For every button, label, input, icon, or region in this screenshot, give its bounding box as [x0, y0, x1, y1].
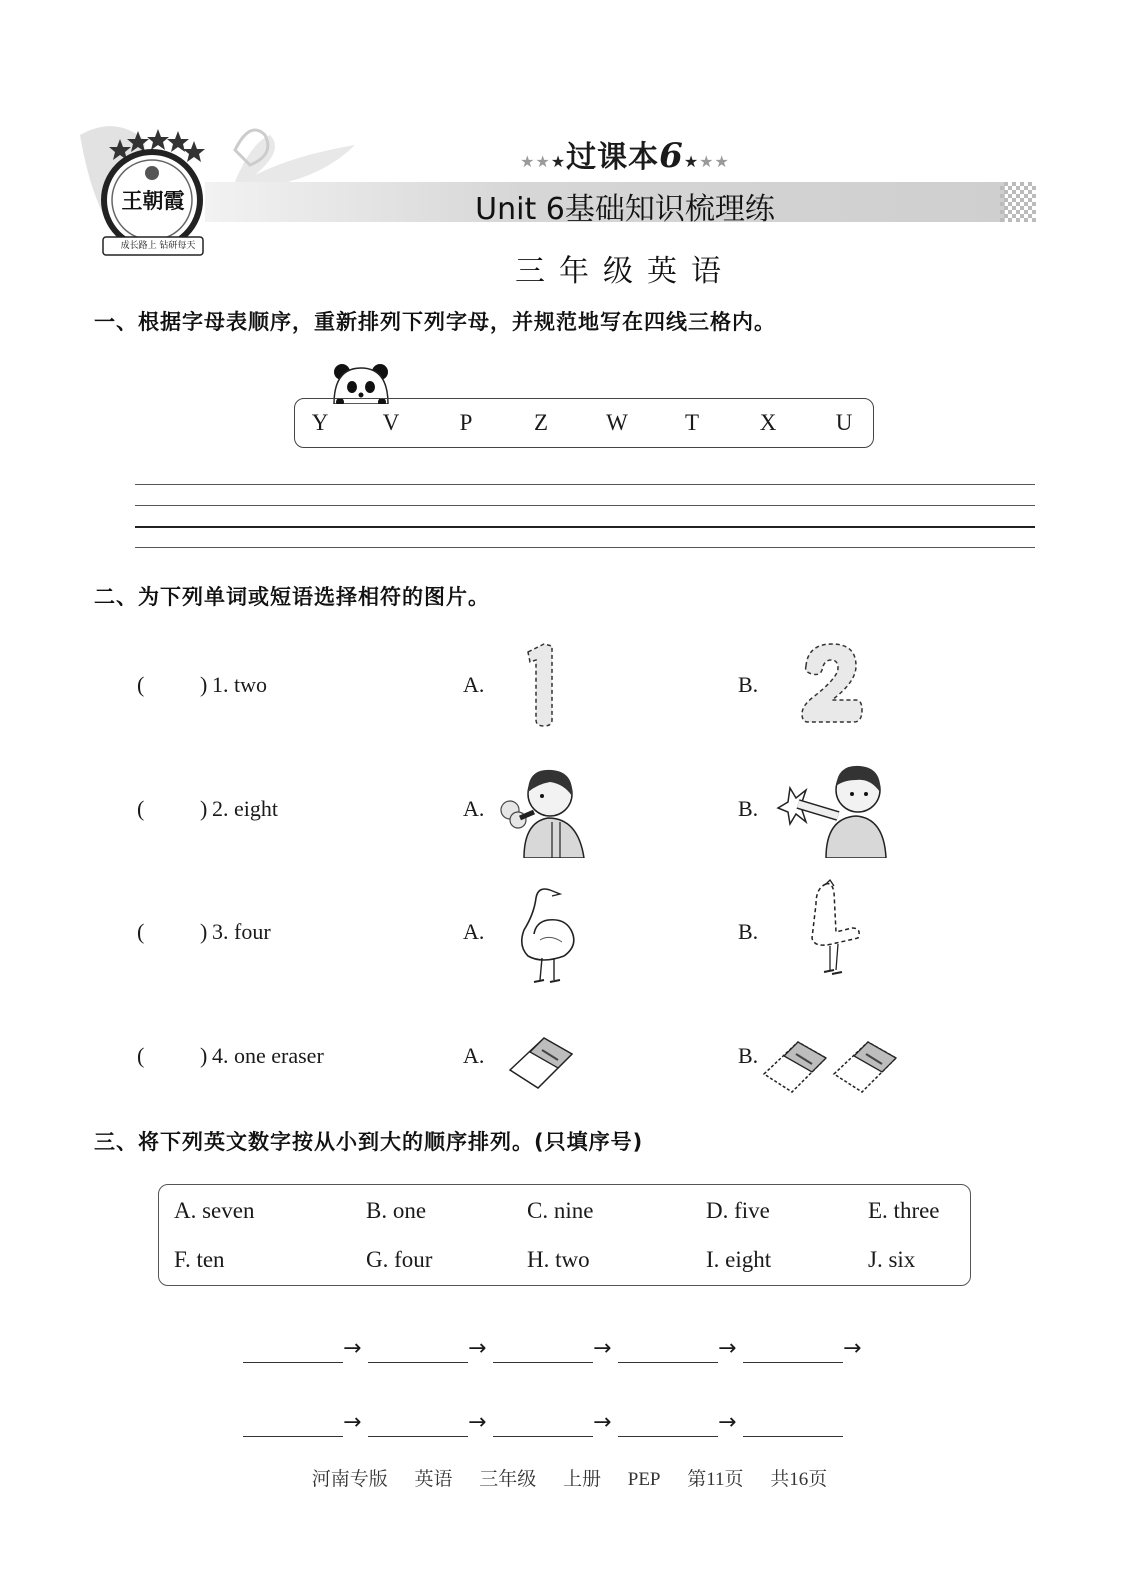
arrow-icon: → — [718, 1410, 737, 1435]
guide-line — [135, 547, 1035, 548]
answer-blank[interactable] — [152, 796, 198, 824]
letter-item: U — [835, 410, 853, 435]
footer-page: 第11页 — [687, 1469, 744, 1490]
answer-paren-open: ( — [137, 796, 145, 821]
section1-heading: 一、根据字母表顺序，重新排列下列字母，并规范地写在四线三格内。 — [94, 310, 776, 334]
star-icon: ★ — [699, 152, 715, 171]
answer-blank[interactable] — [493, 1362, 593, 1363]
answer-paren-open: ( — [137, 919, 145, 944]
answer-paren-close: ) — [200, 919, 208, 944]
series-name: 过课本 — [566, 140, 660, 175]
answer-paren-close: ) — [200, 672, 208, 697]
arrow-icon: → — [718, 1336, 737, 1361]
boy-waving-image[interactable] — [776, 762, 888, 858]
guide-line — [135, 505, 1035, 506]
star-icon: ★ — [550, 152, 567, 171]
footer-total: 共16页 — [770, 1469, 828, 1490]
two-erasers-image[interactable] — [760, 1030, 902, 1098]
arrow-icon: → — [343, 1336, 362, 1361]
answer-blank[interactable] — [618, 1362, 718, 1363]
word-option: G. four — [366, 1247, 433, 1272]
arrow-icon: → — [593, 1336, 612, 1361]
word-option: C. nine — [527, 1198, 594, 1223]
letter-item: V — [382, 410, 400, 435]
letter-item: T — [684, 410, 700, 435]
number-two-image[interactable] — [798, 640, 864, 728]
star-icon: ★ — [683, 152, 700, 171]
word-option: E. three — [868, 1198, 940, 1223]
star-icon: ★ — [520, 152, 536, 171]
footer-volume: 上册 — [562, 1469, 601, 1490]
footer-grade: 三年级 — [479, 1469, 537, 1490]
letter-item: W — [606, 410, 628, 435]
arrow-icon: → — [843, 1336, 862, 1361]
word-option: B. one — [366, 1198, 427, 1223]
page-title: Unit 6基础知识梳理练 — [475, 192, 775, 227]
word-option: I. eight — [706, 1247, 772, 1272]
footer-publisher: PEP — [627, 1469, 661, 1490]
arrow-icon: → — [343, 1410, 362, 1435]
guide-line — [135, 526, 1035, 528]
star-icon: ★ — [535, 152, 551, 171]
section2-heading: 二、为下列单词或短语选择相符的图片。 — [94, 585, 490, 609]
option-b-label: B. — [738, 672, 759, 697]
word-option: A. seven — [174, 1198, 255, 1223]
goose-four-image[interactable] — [800, 878, 866, 984]
star-icon: ★ — [714, 152, 730, 171]
word-option: H. two — [527, 1247, 590, 1272]
option-b-label: B. — [738, 796, 759, 821]
answer-blank[interactable] — [243, 1436, 343, 1437]
logo-text: 王朝霞 — [121, 188, 185, 213]
arrow-icon: → — [468, 1410, 487, 1435]
number-one-image[interactable] — [522, 640, 562, 728]
answer-paren-close: ) — [200, 796, 208, 821]
footer-edition: 河南专版 — [311, 1469, 388, 1490]
answer-blank[interactable] — [368, 1436, 468, 1437]
answer-blank[interactable] — [368, 1362, 468, 1363]
section3-heading: 三、将下列英文数字按从小到大的顺序排列。(只填序号) — [94, 1130, 644, 1154]
option-b-label: B. — [738, 1043, 759, 1068]
option-b-label: B. — [738, 919, 759, 944]
guide-line — [135, 484, 1035, 485]
one-eraser-image[interactable] — [506, 1030, 578, 1094]
letter-item: Z — [533, 410, 549, 435]
page-footer — [0, 1464, 1139, 1491]
arrow-icon: → — [593, 1410, 612, 1435]
answer-blank[interactable] — [743, 1436, 843, 1437]
answer-blank[interactable] — [493, 1436, 593, 1437]
letter-item: X — [759, 410, 777, 435]
question-label: 3. four — [212, 919, 271, 944]
letter-item: P — [459, 410, 473, 435]
option-a-label: A. — [463, 1043, 485, 1068]
letter-item: Y — [311, 410, 329, 435]
answer-blank[interactable] — [618, 1436, 718, 1437]
question-label: 4. one eraser — [212, 1043, 324, 1068]
answer-paren-open: ( — [137, 672, 145, 697]
page-subtitle: 三年级英语 — [515, 254, 735, 289]
answer-blank[interactable] — [152, 919, 198, 947]
goose-six-image[interactable] — [514, 884, 580, 988]
answer-paren-open: ( — [137, 1043, 145, 1068]
option-a-label: A. — [463, 796, 485, 821]
answer-blank[interactable] — [152, 1043, 198, 1071]
word-option: J. six — [868, 1247, 916, 1272]
question-label: 1. two — [212, 672, 267, 697]
boy-eating-image[interactable] — [498, 762, 586, 858]
series-label — [500, 132, 750, 176]
answer-blank[interactable] — [243, 1362, 343, 1363]
series-number: 6 — [659, 136, 684, 176]
answer-paren-close: ) — [200, 1043, 208, 1068]
arrow-icon: → — [468, 1336, 487, 1361]
word-option: D. five — [706, 1198, 770, 1223]
answer-blank[interactable] — [743, 1362, 843, 1363]
word-option: F. ten — [174, 1247, 225, 1272]
answer-blank[interactable] — [152, 672, 198, 700]
logo-slogan: 成长路上 钻研每天 — [120, 241, 196, 251]
question-label: 2. eight — [212, 796, 278, 821]
option-a-label: A. — [463, 919, 485, 944]
option-a-label: A. — [463, 672, 485, 697]
footer-subject: 英语 — [414, 1469, 453, 1490]
